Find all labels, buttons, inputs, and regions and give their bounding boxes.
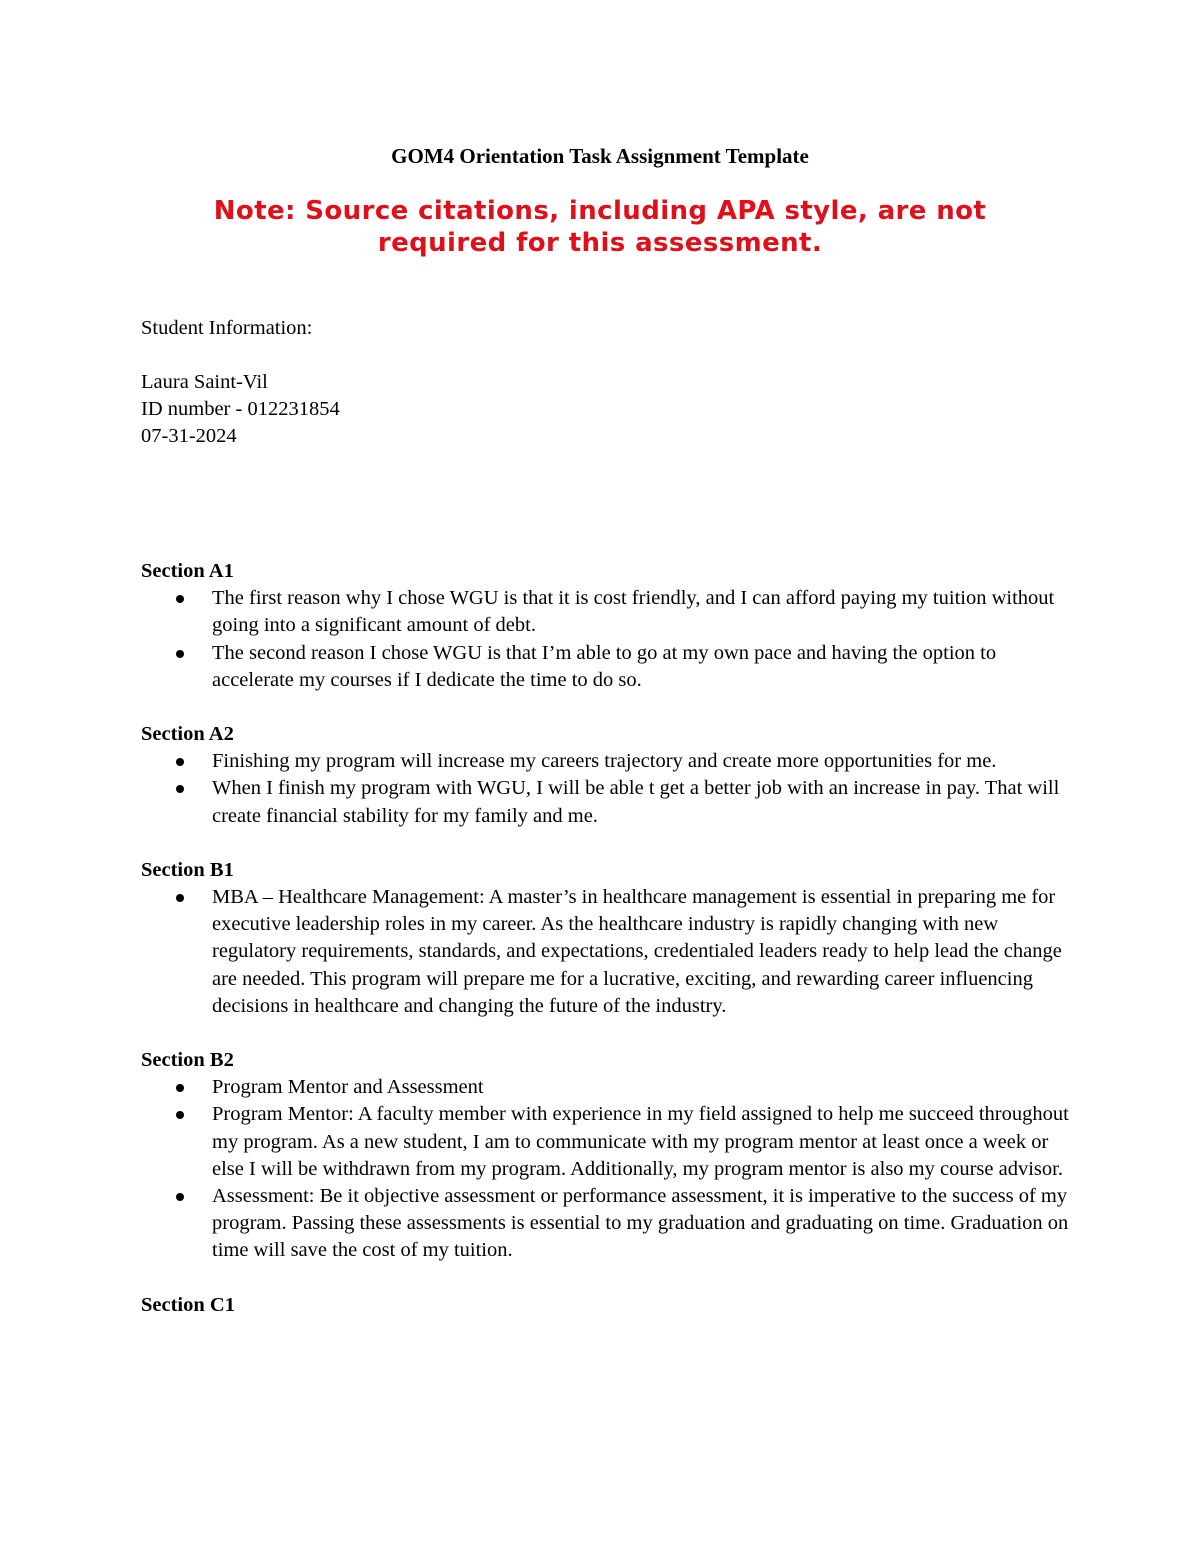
- list-item-text: Program Mentor and Assessment: [212, 1076, 484, 1099]
- list-item: [141, 585, 1071, 639]
- document-title: GOM4 Orientation Task Assignment Template: [391, 144, 809, 168]
- section-b1: [141, 857, 1071, 1020]
- bullet-list: [141, 884, 1071, 1020]
- section-heading: Section C1: [141, 1293, 235, 1316]
- bullet-icon: [176, 1084, 184, 1092]
- list-item-text: Finishing my program will increase my careers trajectory and create more opportunities for me.: [212, 750, 997, 773]
- list-item: [141, 640, 1071, 694]
- list-item: [141, 1183, 1071, 1265]
- student-information-label: Student Information:: [141, 317, 313, 339]
- student-id: ID number - 012231854: [141, 398, 340, 420]
- bullet-icon: [176, 758, 184, 766]
- section-heading: Section B2: [141, 1049, 234, 1072]
- section-heading: Section A2: [141, 723, 234, 746]
- submission-date: 07-31-2024: [141, 425, 237, 447]
- bullet-list: [141, 585, 1071, 694]
- list-item-text: Program Mentor: A faculty member with experience in my field assigned to help me succeed throughout my program. As a new student, I am to communicate with my program mentor at least once a week or else I will be withdrawn from my program. Additionally, my program mentor is also my course advisor.: [212, 1103, 1069, 1180]
- section-c1: [141, 1292, 1071, 1319]
- list-item-text: When I finish my program with WGU, I will be able t get a better job with an increase in pay. That will create financial stability for my family and me.: [212, 777, 1060, 827]
- student-information: [141, 315, 1061, 450]
- list-item-text: MBA – Healthcare Management: A master’s in healthcare management is essential in preparing me for executive leadership roles in my career. As the healthcare industry is rapidly changing with new regulatory requirements, standards, and expectations, credentialed leaders ready to help lead the change are needed. This program will prepare me for a lucrative, exciting, and rewarding career influencing decisions in healthcare and changing the future of the industry.: [212, 886, 1062, 1017]
- section-heading: Section B1: [141, 858, 234, 881]
- list-item: [141, 884, 1071, 1020]
- bullet-icon: [176, 894, 184, 902]
- section-b2: [141, 1047, 1071, 1265]
- bullet-icon: [176, 1193, 184, 1201]
- bullet-list: [141, 1074, 1071, 1264]
- sections-container: [141, 558, 1071, 1346]
- list-item: [141, 775, 1071, 829]
- list-item-text: The first reason why I chose WGU is that it is cost friendly, and I can afford paying my tuition without going into a significant amount of debt.: [212, 587, 1055, 637]
- list-item: [141, 1074, 1071, 1101]
- bullet-icon: [176, 785, 184, 793]
- bullet-icon: [176, 650, 184, 658]
- bullet-icon: [176, 595, 184, 603]
- list-item: [141, 748, 1071, 775]
- bullet-list: [141, 748, 1071, 830]
- list-item: [141, 1101, 1071, 1183]
- section-a1: [141, 558, 1071, 694]
- section-a2: [141, 721, 1071, 830]
- student-name: Laura Saint-Vil: [141, 371, 268, 393]
- list-item-text: The second reason I chose WGU is that I’m able to go at my own pace and having the option to accelerate my courses if I dedicate the time to do so.: [212, 641, 997, 691]
- citation-note: Note: Source citations, including APA style, are not required for this assessment.: [213, 196, 987, 258]
- bullet-icon: [176, 1111, 184, 1119]
- list-item-text: Assessment: Be it objective assessment or performance assessment, it is imperative to the success of my program. Passing these assessments is essential to my graduation and graduating on time. Graduation on time will save the cost of my tuition.: [212, 1185, 1069, 1262]
- section-heading: Section A1: [141, 560, 234, 582]
